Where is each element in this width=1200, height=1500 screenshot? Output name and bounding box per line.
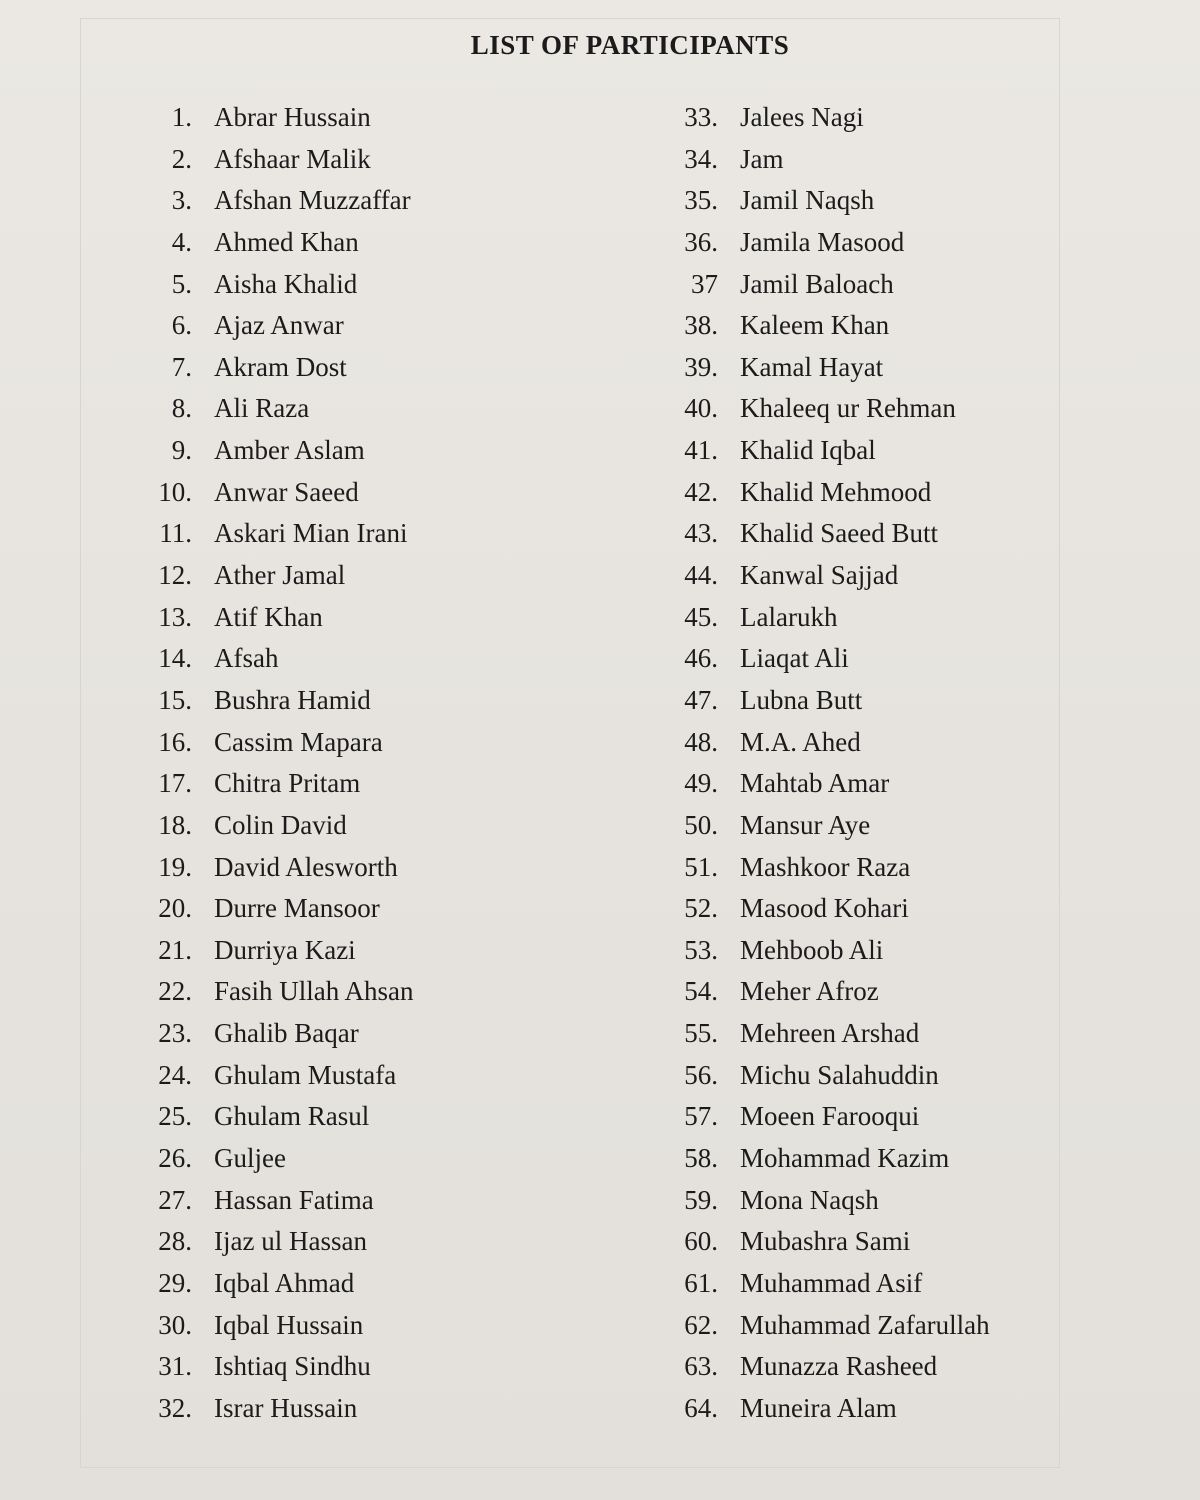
participant-name: Hassan Fatima (214, 1184, 374, 1215)
participant-name: Iqbal Ahmad (214, 1267, 355, 1298)
participant-name: Askari Mian Irani (214, 518, 408, 549)
participant-entry (656, 722, 1136, 764)
participant-entry (656, 1263, 1136, 1305)
participant-entry (656, 847, 1136, 889)
participant-number: 16. (158, 726, 192, 757)
participant-name: Khalid Iqbal (740, 435, 876, 466)
participant-name: Guljee (214, 1143, 286, 1174)
participant-name: Jam (740, 143, 784, 174)
participant-entry (130, 1013, 610, 1055)
participant-number: 49. (684, 768, 718, 799)
participant-number: 32. (158, 1392, 192, 1423)
participant-entry (130, 139, 610, 181)
participant-name: Afsah (214, 643, 279, 674)
participant-number: 47. (684, 684, 718, 715)
participant-name: Mahtab Amar (740, 768, 890, 799)
participant-entry (130, 888, 610, 930)
participant-number: 59. (684, 1184, 718, 1215)
participant-name: Khalid Mehmood (740, 476, 932, 507)
participant-number: 37 (691, 268, 718, 299)
participant-entry (130, 1305, 610, 1347)
participant-number: 34. (684, 143, 718, 174)
participant-number: 54. (684, 976, 718, 1007)
participant-name: Afshan Muzzaffar (214, 185, 411, 216)
participant-entry (130, 97, 610, 139)
participant-number: 2. (171, 143, 192, 174)
participant-entry (656, 555, 1136, 597)
participant-entry (656, 597, 1136, 639)
participant-number: 42. (684, 476, 718, 507)
participant-name: Jamila Masood (740, 226, 905, 257)
participant-name: Kanwal Sajjad (740, 560, 899, 591)
participant-name: Ijaz ul Hassan (214, 1226, 367, 1257)
participant-name: Kaleem Khan (740, 310, 890, 341)
participant-number: 24. (158, 1059, 192, 1090)
participant-name: Mehreen Arshad (740, 1018, 920, 1049)
participant-number: 8. (171, 393, 192, 424)
participant-entry (656, 763, 1136, 805)
participant-name: M.A. Ahed (740, 726, 861, 757)
participant-number: 22. (158, 976, 192, 1007)
participant-entry (130, 513, 610, 555)
participant-entry (656, 513, 1136, 555)
participant-name: Muhammad Zafarullah (740, 1309, 990, 1340)
participant-number: 26. (158, 1143, 192, 1174)
participant-name: Mashkoor Raza (740, 851, 911, 882)
participant-number: 41. (684, 435, 718, 466)
participant-number: 51. (684, 851, 718, 882)
participant-name: Ather Jamal (214, 560, 346, 591)
participant-entry (656, 347, 1136, 389)
participant-number: 12. (158, 560, 192, 591)
participant-name: Ishtiaq Sindhu (214, 1351, 371, 1382)
participant-name: Jalees Nagi (740, 102, 864, 132)
participant-entry (130, 388, 610, 430)
participant-entry (130, 180, 610, 222)
participant-name: Anwar Saeed (214, 476, 359, 507)
participant-entry (130, 1180, 610, 1222)
participant-number: 36. (684, 226, 718, 257)
participant-name: Israr Hussain (214, 1392, 358, 1423)
participant-entry (130, 1055, 610, 1097)
participant-entry (130, 222, 610, 264)
participant-entry (130, 805, 610, 847)
participant-number: 25. (158, 1101, 192, 1132)
participant-name: Meher Afroz (740, 976, 879, 1007)
participant-number: 57. (684, 1101, 718, 1132)
participant-name: Lalarukh (740, 601, 838, 632)
participant-number: 3. (171, 185, 192, 216)
participant-entry (656, 971, 1136, 1013)
participant-number: 7. (171, 351, 192, 382)
participant-number: 10. (158, 476, 192, 507)
participant-entry (130, 555, 610, 597)
participant-number: 38. (684, 310, 718, 341)
participant-number: 43. (684, 518, 718, 549)
participant-number: 14. (158, 643, 192, 674)
participant-number: 13. (158, 601, 192, 632)
participant-entry (130, 722, 610, 764)
participant-number: 53. (684, 934, 718, 965)
participant-name: Abrar Hussain (214, 102, 371, 132)
participant-entry (130, 472, 610, 514)
participants-column-right (656, 97, 1136, 1430)
participant-number: 39. (684, 351, 718, 382)
participant-entry (656, 1305, 1136, 1347)
participant-number: 48. (684, 726, 718, 757)
participant-number: 62. (684, 1309, 718, 1340)
participant-name: Chitra Pritam (214, 768, 361, 799)
participant-name: Jamil Naqsh (740, 185, 875, 216)
participant-number: 6. (171, 310, 192, 341)
participant-name: Atif Khan (214, 601, 323, 632)
participant-number: 55. (684, 1018, 718, 1049)
participant-entry (656, 139, 1136, 181)
participant-number: 56. (684, 1059, 718, 1090)
participant-entry (656, 638, 1136, 680)
participant-name: Bushra Hamid (214, 684, 371, 715)
participant-number: 33. (684, 102, 718, 132)
participant-name: Khalid Saeed Butt (740, 518, 938, 549)
participant-number: 23. (158, 1018, 192, 1049)
participant-name: Ghulam Rasul (214, 1101, 370, 1132)
participant-name: Ali Raza (214, 393, 310, 424)
participant-number: 45. (684, 601, 718, 632)
participant-entry (130, 763, 610, 805)
participant-name: Durre Mansoor (214, 893, 380, 924)
participant-number: 21. (158, 934, 192, 965)
participant-entry (656, 1388, 1136, 1430)
participant-number: 20. (158, 893, 192, 924)
participant-name: Mehboob Ali (740, 934, 884, 965)
participant-name: Mona Naqsh (740, 1184, 879, 1215)
participant-entry (656, 1346, 1136, 1388)
participant-name: Jamil Baloach (740, 268, 894, 299)
participant-number: 35. (684, 185, 718, 216)
participant-number: 15. (158, 684, 192, 715)
participant-number: 52. (684, 893, 718, 924)
participant-entry (130, 1221, 610, 1263)
participant-entry (130, 1346, 610, 1388)
participant-entry (130, 347, 610, 389)
participant-name: Mubashra Sami (740, 1226, 911, 1257)
participant-entry (130, 597, 610, 639)
participant-entry (656, 472, 1136, 514)
participant-entry (656, 888, 1136, 930)
participant-name: Michu Salahuddin (740, 1059, 939, 1090)
participant-name: Akram Dost (214, 351, 347, 382)
participant-entry (656, 680, 1136, 722)
participant-name: Moeen Farooqui (740, 1101, 920, 1132)
participant-entry (130, 971, 610, 1013)
participant-name: Lubna Butt (740, 684, 863, 715)
participant-number: 29. (158, 1267, 192, 1298)
participant-number: 46. (684, 643, 718, 674)
participant-number: 31. (158, 1351, 192, 1382)
participant-name: Ahmed Khan (214, 226, 359, 257)
participant-name: Muhammad Asif (740, 1267, 923, 1298)
participant-entry (656, 97, 1136, 139)
participant-name: Munazza Rasheed (740, 1351, 938, 1382)
participant-number: 50. (684, 809, 718, 840)
participant-entry (656, 1096, 1136, 1138)
participant-number: 11. (159, 518, 192, 549)
participant-number: 58. (684, 1143, 718, 1174)
participant-number: 64. (684, 1392, 718, 1423)
participant-entry (656, 805, 1136, 847)
participants-column-left (130, 97, 610, 1430)
participant-name: Aisha Khalid (214, 268, 358, 299)
participant-name: David Alesworth (214, 851, 398, 882)
participant-name: Kamal Hayat (740, 351, 884, 382)
participant-entry (656, 222, 1136, 264)
participant-entry (656, 388, 1136, 430)
participant-number: 18. (158, 809, 192, 840)
participant-number: 40. (684, 393, 718, 424)
participant-number: 61. (684, 1267, 718, 1298)
participant-number: 60. (684, 1226, 718, 1257)
participant-entry (130, 680, 610, 722)
participant-name: Mohammad Kazim (740, 1143, 950, 1174)
participant-entry (656, 264, 1136, 306)
participant-name: Colin David (214, 809, 347, 840)
participant-number: 1. (171, 102, 192, 132)
participant-name: Khaleeq ur Rehman (740, 393, 956, 424)
participant-number: 17. (158, 768, 192, 799)
participant-number: 44. (684, 560, 718, 591)
participant-entry (656, 1180, 1136, 1222)
participant-name: Amber Aslam (214, 435, 365, 466)
participant-entry (130, 430, 610, 472)
participant-entry (130, 638, 610, 680)
participant-name: Liaqat Ali (740, 643, 849, 674)
participant-number: 4. (171, 226, 192, 257)
participant-entry (656, 430, 1136, 472)
participant-name: Iqbal Hussain (214, 1309, 364, 1340)
participant-entry (656, 1221, 1136, 1263)
participant-name: Durriya Kazi (214, 934, 356, 965)
page-title: LIST OF PARTICIPANTS (470, 30, 790, 60)
participant-entry (656, 1055, 1136, 1097)
participant-number: 19. (158, 851, 192, 882)
participant-entry (656, 930, 1136, 972)
participant-entry (130, 264, 610, 306)
participant-number: 9. (171, 435, 192, 466)
participant-name: Ajaz Anwar (214, 310, 344, 341)
participant-number: 27. (158, 1184, 192, 1215)
participant-entry (130, 847, 610, 889)
participant-entry (656, 1138, 1136, 1180)
participant-entry (656, 180, 1136, 222)
participant-entry (130, 1138, 610, 1180)
participant-name: Masood Kohari (740, 893, 909, 924)
participant-number: 28. (158, 1226, 192, 1257)
participant-entry (656, 305, 1136, 347)
participant-name: Fasih Ullah Ahsan (214, 976, 414, 1007)
participant-entry (130, 1388, 610, 1430)
participant-entry (130, 305, 610, 347)
participant-name: Ghulam Mustafa (214, 1059, 397, 1090)
participant-entry (130, 930, 610, 972)
participant-name: Ghalib Baqar (214, 1018, 359, 1049)
participant-number: 5. (171, 268, 192, 299)
participant-name: Afshaar Malik (214, 143, 371, 174)
participant-entry (656, 1013, 1136, 1055)
participant-name: Mansur Aye (740, 809, 871, 840)
participant-entry (130, 1096, 610, 1138)
participant-name: Muneira Alam (740, 1392, 897, 1423)
participant-number: 30. (158, 1309, 192, 1340)
participant-entry (130, 1263, 610, 1305)
participant-name: Cassim Mapara (214, 726, 383, 757)
participant-number: 63. (684, 1351, 718, 1382)
